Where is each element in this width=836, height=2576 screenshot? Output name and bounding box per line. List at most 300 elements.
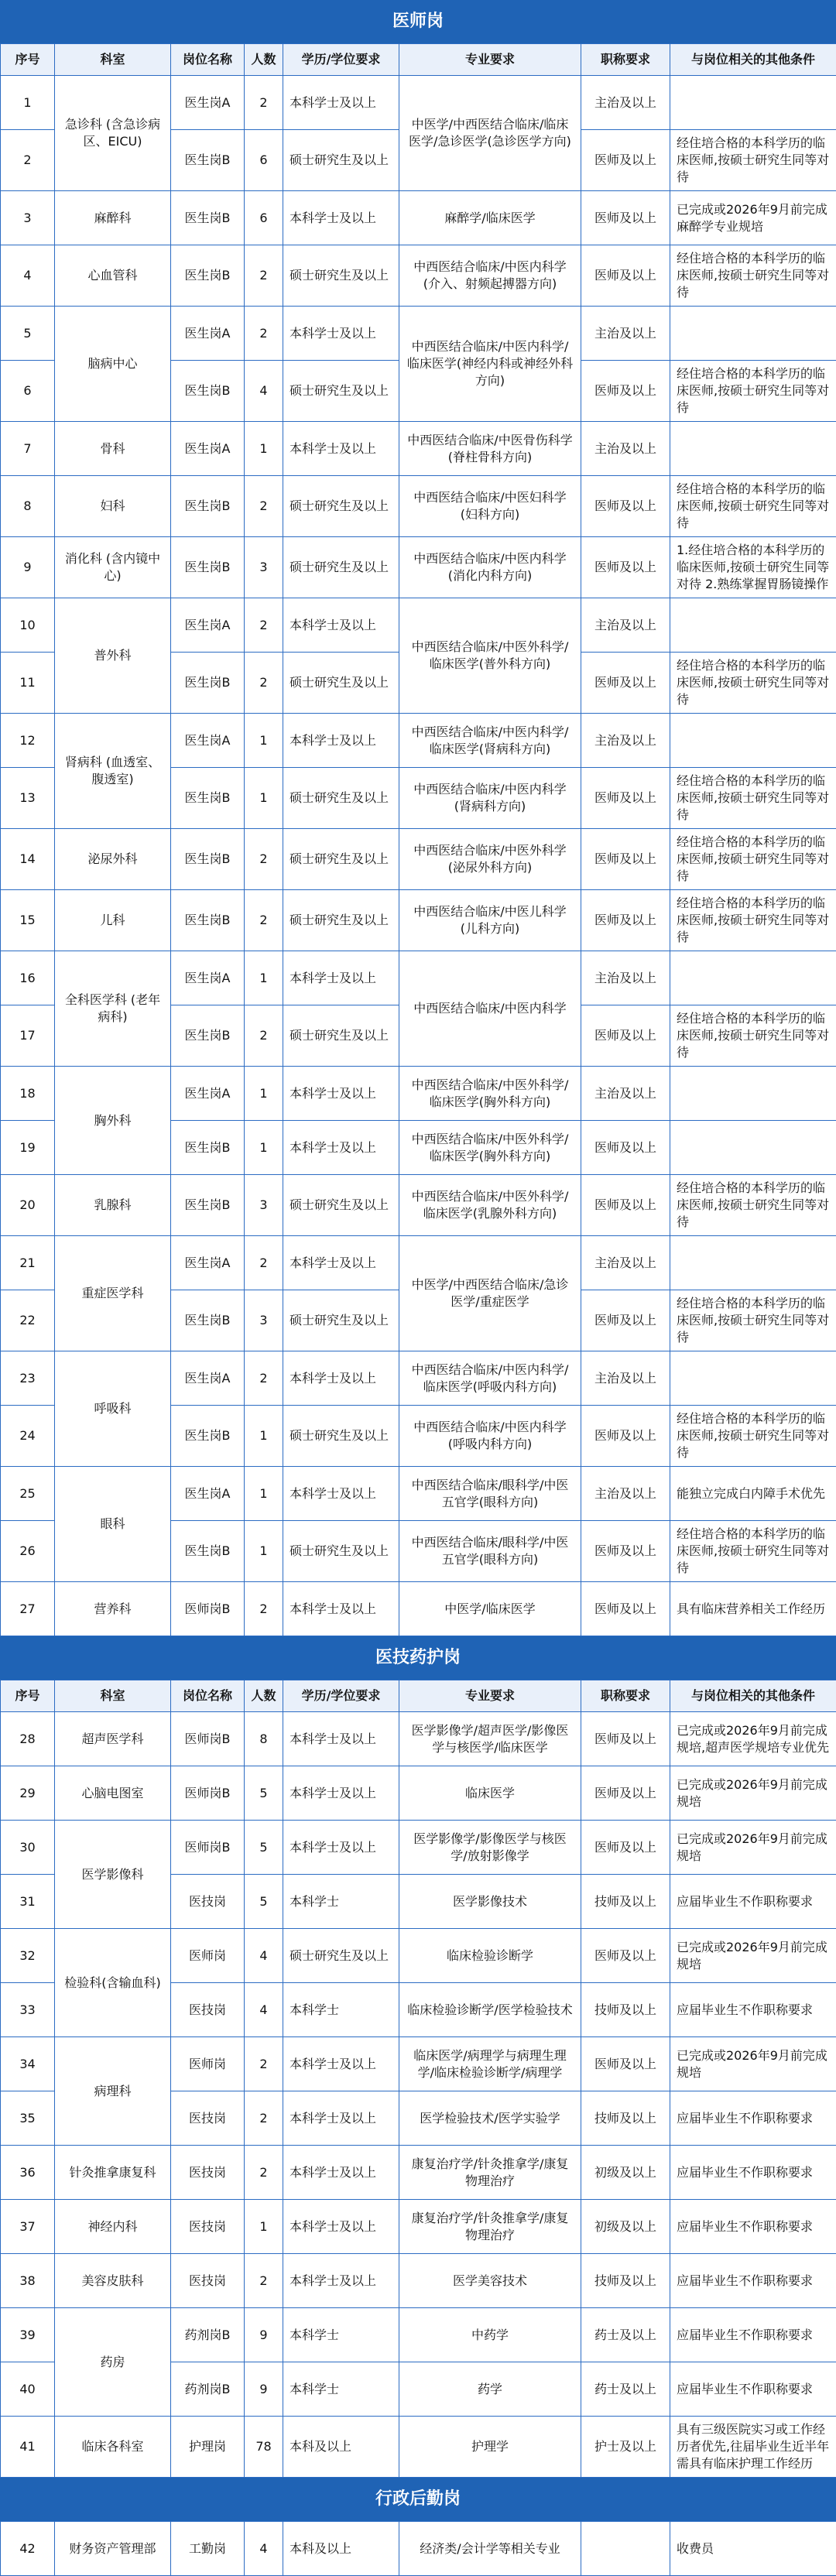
department: 骨科 <box>55 422 171 476</box>
department: 临床各科室 <box>55 2417 171 2478</box>
other-conditions <box>670 1067 836 1121</box>
education-requirement: 本科学士及以上 <box>283 422 399 476</box>
department: 妇科 <box>55 476 171 537</box>
other-conditions: 经住培合格的本科学历的临床医师,按硕士研究生同等对待 <box>670 1406 836 1467</box>
row-number: 28 <box>1 1712 55 1766</box>
position-name: 护理岗 <box>171 2417 245 2478</box>
other-conditions: 经住培合格的本科学历的临床医师,按硕士研究生同等对待 <box>670 1175 836 1236</box>
table-row <box>1 2308 836 2362</box>
major-requirement: 临床医学/病理学与病理生理学/临床检验诊断学/病理学 <box>399 2037 581 2091</box>
position-name: 工勤岗 <box>171 2522 245 2576</box>
other-conditions: 1.经住培合格的本科学历的临床医师,按硕士研究生同等对待 2.熟练掌握胃肠镜操作 <box>670 537 836 598</box>
headcount: 1 <box>245 422 283 476</box>
table-row <box>1 1766 836 1821</box>
position-name: 医生岗B <box>171 245 245 307</box>
column-header: 人数 <box>245 44 283 76</box>
position-name: 医生岗B <box>171 191 245 245</box>
title-requirement: 医师及以上 <box>581 1121 670 1175</box>
other-conditions: 经住培合格的本科学历的临床医师,按硕士研究生同等对待 <box>670 1290 836 1351</box>
title-requirement: 主治及以上 <box>581 422 670 476</box>
major-requirement: 医学美容技术 <box>399 2254 581 2308</box>
table-row <box>1 1236 836 1290</box>
department: 脑病中心 <box>55 307 171 422</box>
position-name: 医生岗B <box>171 1290 245 1351</box>
department: 呼吸科 <box>55 1351 171 1467</box>
major-requirement: 中西医结合临床/中医外科学/临床医学(胸外科方向) <box>399 1121 581 1175</box>
education-requirement: 硕士研究生及以上 <box>283 768 399 829</box>
position-name: 医生岗A <box>171 307 245 361</box>
other-conditions: 经住培合格的本科学历的临床医师,按硕士研究生同等对待 <box>670 829 836 890</box>
title-requirement: 技师及以上 <box>581 2091 670 2146</box>
row-number: 21 <box>1 1236 55 1290</box>
other-conditions: 应届毕业生不作职称要求 <box>670 2200 836 2254</box>
other-conditions: 应届毕业生不作职称要求 <box>670 2308 836 2362</box>
department: 心血管科 <box>55 245 171 307</box>
other-conditions <box>670 76 836 130</box>
education-requirement: 本科学士及以上 <box>283 1712 399 1766</box>
row-number: 41 <box>1 2417 55 2478</box>
other-conditions: 具有三级医院实习或工作经历者优先,往届毕业生近半年需具有临床护理工作经历 <box>670 2417 836 2478</box>
row-number: 11 <box>1 653 55 714</box>
other-conditions <box>670 714 836 768</box>
headcount: 3 <box>245 1175 283 1236</box>
title-requirement: 医师及以上 <box>581 653 670 714</box>
major-requirement: 临床检验诊断学 <box>399 1929 581 1983</box>
table-row <box>1 1351 836 1406</box>
table-row <box>1 714 836 768</box>
headcount: 2 <box>245 598 283 653</box>
title-requirement: 技师及以上 <box>581 1983 670 2037</box>
row-number: 14 <box>1 829 55 890</box>
title-requirement: 主治及以上 <box>581 1351 670 1406</box>
education-requirement: 本科学士及以上 <box>283 1766 399 1821</box>
column-header: 序号 <box>1 44 55 76</box>
title-requirement: 医师及以上 <box>581 1290 670 1351</box>
headcount: 1 <box>245 714 283 768</box>
education-requirement: 本科学士及以上 <box>283 1121 399 1175</box>
headcount: 6 <box>245 130 283 191</box>
position-name: 医师岗B <box>171 1821 245 1875</box>
position-name: 医师岗B <box>171 1712 245 1766</box>
education-requirement: 本科及以上 <box>283 2417 399 2478</box>
row-number: 40 <box>1 2362 55 2417</box>
table-row <box>1 476 836 537</box>
row-number: 19 <box>1 1121 55 1175</box>
major-requirement: 经济类/会计学等相关专业 <box>399 2522 581 2576</box>
education-requirement: 本科学士 <box>283 1875 399 1929</box>
other-conditions <box>670 1351 836 1406</box>
table-row <box>1 76 836 130</box>
major-requirement: 中西医结合临床/中医内科学 <box>399 951 581 1067</box>
headcount: 1 <box>245 1406 283 1467</box>
headcount: 9 <box>245 2362 283 2417</box>
major-requirement: 中西医结合临床/中医内科学(消化内科方向) <box>399 537 581 598</box>
title-requirement: 主治及以上 <box>581 1236 670 1290</box>
headcount: 2 <box>245 2037 283 2091</box>
row-number: 33 <box>1 1983 55 2037</box>
title-requirement: 药士及以上 <box>581 2362 670 2417</box>
position-name: 医师岗B <box>171 1582 245 1636</box>
other-conditions: 经住培合格的本科学历的临床医师,按硕士研究生同等对待 <box>670 476 836 537</box>
row-number: 22 <box>1 1290 55 1351</box>
position-name: 医生岗B <box>171 1521 245 1582</box>
education-requirement: 硕士研究生及以上 <box>283 361 399 422</box>
row-number: 20 <box>1 1175 55 1236</box>
other-conditions: 具有临床营养相关工作经历 <box>670 1582 836 1636</box>
title-requirement: 医师及以上 <box>581 1821 670 1875</box>
column-header: 与岗位相关的其他条件 <box>670 44 836 76</box>
major-requirement: 中西医结合临床/中医内科学/临床医学(呼吸内科方向) <box>399 1351 581 1406</box>
headcount: 2 <box>245 1236 283 1290</box>
position-name: 医师岗B <box>171 1766 245 1821</box>
department: 营养科 <box>55 1582 171 1636</box>
education-requirement: 本科学士及以上 <box>283 1351 399 1406</box>
table-row <box>1 191 836 245</box>
row-number: 10 <box>1 598 55 653</box>
major-requirement: 中西医结合临床/中医内科学(肾病科方向) <box>399 768 581 829</box>
title-requirement: 技师及以上 <box>581 1875 670 1929</box>
title-requirement: 主治及以上 <box>581 714 670 768</box>
position-name: 医生岗A <box>171 76 245 130</box>
row-number: 2 <box>1 130 55 191</box>
education-requirement: 硕士研究生及以上 <box>283 890 399 951</box>
other-conditions: 经住培合格的本科学历的临床医师,按硕士研究生同等对待 <box>670 245 836 307</box>
education-requirement: 本科学士及以上 <box>283 1067 399 1121</box>
row-number: 35 <box>1 2091 55 2146</box>
department: 药房 <box>55 2308 171 2417</box>
education-requirement: 本科学士及以上 <box>283 1582 399 1636</box>
major-requirement: 医学影像学/超声医学/影像医学与核医学/临床医学 <box>399 1712 581 1766</box>
row-number: 6 <box>1 361 55 422</box>
department: 普外科 <box>55 598 171 714</box>
row-number: 36 <box>1 2146 55 2200</box>
position-name: 医师岗 <box>171 1929 245 1983</box>
major-requirement: 中西医结合临床/中医外科学/临床医学(普外科方向) <box>399 598 581 714</box>
other-conditions <box>670 1121 836 1175</box>
position-name: 医生岗A <box>171 951 245 1005</box>
row-number: 18 <box>1 1067 55 1121</box>
headcount: 2 <box>245 476 283 537</box>
major-requirement: 中西医结合临床/眼科学/中医五官学(眼科方向) <box>399 1521 581 1582</box>
title-requirement: 医师及以上 <box>581 245 670 307</box>
other-conditions: 能独立完成白内障手术优先 <box>670 1467 836 1521</box>
row-number: 42 <box>1 2522 55 2576</box>
headcount: 78 <box>245 2417 283 2478</box>
recruitment-table <box>0 1680 836 2478</box>
education-requirement: 本科学士及以上 <box>283 2146 399 2200</box>
title-requirement: 医师及以上 <box>581 537 670 598</box>
position-name: 医生岗B <box>171 361 245 422</box>
major-requirement: 康复治疗学/针灸推拿学/康复物理治疗 <box>399 2200 581 2254</box>
table-row <box>1 245 836 307</box>
education-requirement: 本科学士及以上 <box>283 76 399 130</box>
major-requirement: 中西医结合临床/中医外科学(泌尿外科方向) <box>399 829 581 890</box>
headcount: 2 <box>245 1582 283 1636</box>
education-requirement: 本科学士及以上 <box>283 191 399 245</box>
table-row <box>1 1712 836 1766</box>
major-requirement: 中医学/临床医学 <box>399 1582 581 1636</box>
column-header: 岗位名称 <box>171 1680 245 1712</box>
other-conditions <box>670 1236 836 1290</box>
education-requirement: 本科学士及以上 <box>283 1236 399 1290</box>
column-header: 学历/学位要求 <box>283 44 399 76</box>
headcount: 3 <box>245 537 283 598</box>
education-requirement: 本科学士及以上 <box>283 1467 399 1521</box>
column-header: 专业要求 <box>399 44 581 76</box>
table-row <box>1 1821 836 1875</box>
section-title: 行政后勤岗 <box>0 2478 836 2521</box>
table-row <box>1 537 836 598</box>
column-header: 职称要求 <box>581 1680 670 1712</box>
title-requirement: 主治及以上 <box>581 1467 670 1521</box>
education-requirement: 本科及以上 <box>283 2522 399 2576</box>
column-header: 与岗位相关的其他条件 <box>670 1680 836 1712</box>
title-requirement: 主治及以上 <box>581 307 670 361</box>
department: 胸外科 <box>55 1067 171 1175</box>
other-conditions: 应届毕业生不作职称要求 <box>670 1983 836 2037</box>
other-conditions: 经住培合格的本科学历的临床医师,按硕士研究生同等对待 <box>670 1521 836 1582</box>
row-number: 13 <box>1 768 55 829</box>
row-number: 37 <box>1 2200 55 2254</box>
headcount: 1 <box>245 2200 283 2254</box>
row-number: 26 <box>1 1521 55 1582</box>
other-conditions <box>670 422 836 476</box>
department: 麻醉科 <box>55 191 171 245</box>
headcount: 5 <box>245 1875 283 1929</box>
title-requirement: 技师及以上 <box>581 2254 670 2308</box>
column-header: 岗位名称 <box>171 44 245 76</box>
position-name: 医技岗 <box>171 1875 245 1929</box>
title-requirement: 主治及以上 <box>581 951 670 1005</box>
table-row <box>1 1067 836 1121</box>
headcount: 2 <box>245 76 283 130</box>
title-requirement: 药士及以上 <box>581 2308 670 2362</box>
other-conditions: 经住培合格的本科学历的临床医师,按硕士研究生同等对待 <box>670 1005 836 1067</box>
title-requirement: 主治及以上 <box>581 1067 670 1121</box>
education-requirement: 硕士研究生及以上 <box>283 829 399 890</box>
table-row <box>1 890 836 951</box>
row-number: 15 <box>1 890 55 951</box>
major-requirement: 中西医结合临床/中医骨伤科学(脊柱骨科方向) <box>399 422 581 476</box>
headcount: 1 <box>245 1521 283 1582</box>
position-name: 医生岗B <box>171 1175 245 1236</box>
title-requirement: 医师及以上 <box>581 1929 670 1983</box>
department: 肾病科 (血透室、腹透室) <box>55 714 171 829</box>
major-requirement: 中西医结合临床/眼科学/中医五官学(眼科方向) <box>399 1467 581 1521</box>
table-row <box>1 829 836 890</box>
other-conditions: 经住培合格的本科学历的临床医师,按硕士研究生同等对待 <box>670 130 836 191</box>
title-requirement: 医师及以上 <box>581 1582 670 1636</box>
department: 检验科(含输血科) <box>55 1929 171 2037</box>
other-conditions: 已完成或2026年9月前完成规培 <box>670 1821 836 1875</box>
row-number: 34 <box>1 2037 55 2091</box>
row-number: 38 <box>1 2254 55 2308</box>
other-conditions: 经住培合格的本科学历的临床医师,按硕士研究生同等对待 <box>670 768 836 829</box>
position-name: 医生岗B <box>171 476 245 537</box>
education-requirement: 硕士研究生及以上 <box>283 1290 399 1351</box>
table-row <box>1 307 836 361</box>
row-number: 9 <box>1 537 55 598</box>
title-requirement: 主治及以上 <box>581 598 670 653</box>
headcount: 2 <box>245 245 283 307</box>
position-name: 药剂岗B <box>171 2362 245 2417</box>
department: 财务资产管理部 <box>55 2522 171 2576</box>
position-name: 医技岗 <box>171 2146 245 2200</box>
department: 全科医学科 (老年病科) <box>55 951 171 1067</box>
table-row <box>1 2037 836 2091</box>
major-requirement: 中西医结合临床/中医内科学/临床医学(肾病科方向) <box>399 714 581 768</box>
position-name: 医生岗B <box>171 1406 245 1467</box>
position-name: 医技岗 <box>171 2091 245 2146</box>
education-requirement: 本科学士及以上 <box>283 307 399 361</box>
headcount: 2 <box>245 829 283 890</box>
other-conditions <box>670 598 836 653</box>
other-conditions: 已完成或2026年9月前完成规培 <box>670 1766 836 1821</box>
department: 针灸推拿康复科 <box>55 2146 171 2200</box>
major-requirement: 临床医学 <box>399 1766 581 1821</box>
position-name: 医生岗A <box>171 598 245 653</box>
education-requirement: 本科学士及以上 <box>283 2200 399 2254</box>
position-name: 医生岗A <box>171 714 245 768</box>
other-conditions <box>670 951 836 1005</box>
position-name: 医生岗A <box>171 1351 245 1406</box>
education-requirement: 本科学士及以上 <box>283 598 399 653</box>
table-row <box>1 2254 836 2308</box>
row-number: 4 <box>1 245 55 307</box>
column-header: 职称要求 <box>581 44 670 76</box>
title-requirement: 医师及以上 <box>581 1175 670 1236</box>
department: 病理科 <box>55 2037 171 2146</box>
position-name: 医生岗A <box>171 422 245 476</box>
department: 儿科 <box>55 890 171 951</box>
table-row <box>1 2417 836 2478</box>
position-name: 医生岗B <box>171 1121 245 1175</box>
table-row <box>1 1582 836 1636</box>
education-requirement: 硕士研究生及以上 <box>283 130 399 191</box>
education-requirement: 硕士研究生及以上 <box>283 245 399 307</box>
row-number: 24 <box>1 1406 55 1467</box>
education-requirement: 硕士研究生及以上 <box>283 1005 399 1067</box>
row-number: 30 <box>1 1821 55 1875</box>
headcount: 2 <box>245 307 283 361</box>
table-row <box>1 2522 836 2576</box>
major-requirement: 药学 <box>399 2362 581 2417</box>
title-requirement: 医师及以上 <box>581 829 670 890</box>
position-name: 医技岗 <box>171 2254 245 2308</box>
table-row <box>1 598 836 653</box>
major-requirement: 临床检验诊断学/医学检验技术 <box>399 1983 581 2037</box>
column-header: 科室 <box>55 44 171 76</box>
education-requirement: 本科学士及以上 <box>283 951 399 1005</box>
title-requirement: 初级及以上 <box>581 2200 670 2254</box>
major-requirement: 护理学 <box>399 2417 581 2478</box>
headcount: 4 <box>245 1929 283 1983</box>
education-requirement: 硕士研究生及以上 <box>283 476 399 537</box>
education-requirement: 硕士研究生及以上 <box>283 1406 399 1467</box>
education-requirement: 硕士研究生及以上 <box>283 653 399 714</box>
other-conditions <box>670 307 836 361</box>
major-requirement: 医学检验技术/医学实验学 <box>399 2091 581 2146</box>
other-conditions: 收费员 <box>670 2522 836 2576</box>
headcount: 8 <box>245 1712 283 1766</box>
major-requirement: 麻醉学/临床医学 <box>399 191 581 245</box>
department: 医学影像科 <box>55 1821 171 1929</box>
column-header: 科室 <box>55 1680 171 1712</box>
education-requirement: 本科学士及以上 <box>283 2037 399 2091</box>
position-name: 医生岗B <box>171 130 245 191</box>
position-name: 药剂岗B <box>171 2308 245 2362</box>
major-requirement: 中西医结合临床/中医外科学/临床医学(乳腺外科方向) <box>399 1175 581 1236</box>
department: 心脑电图室 <box>55 1766 171 1821</box>
row-number: 1 <box>1 76 55 130</box>
education-requirement: 本科学士 <box>283 2362 399 2417</box>
department: 消化科 (含内镜中心) <box>55 537 171 598</box>
position-name: 医生岗A <box>171 1236 245 1290</box>
position-name: 医生岗B <box>171 537 245 598</box>
education-requirement: 本科学士及以上 <box>283 2091 399 2146</box>
education-requirement: 本科学士 <box>283 1983 399 2037</box>
column-header: 序号 <box>1 1680 55 1712</box>
other-conditions: 已完成或2026年9月前完成麻醉学专业规培 <box>670 191 836 245</box>
title-requirement: 护士及以上 <box>581 2417 670 2478</box>
other-conditions: 应届毕业生不作职称要求 <box>670 2362 836 2417</box>
headcount: 2 <box>245 1351 283 1406</box>
column-header: 学历/学位要求 <box>283 1680 399 1712</box>
header-row <box>1 44 836 76</box>
major-requirement: 医学影像技术 <box>399 1875 581 1929</box>
headcount: 9 <box>245 2308 283 2362</box>
headcount: 5 <box>245 1766 283 1821</box>
other-conditions: 已完成或2026年9月前完成规培 <box>670 1929 836 1983</box>
row-number: 27 <box>1 1582 55 1636</box>
row-number: 29 <box>1 1766 55 1821</box>
row-number: 25 <box>1 1467 55 1521</box>
row-number: 39 <box>1 2308 55 2362</box>
position-name: 医生岗B <box>171 1005 245 1067</box>
department: 美容皮肤科 <box>55 2254 171 2308</box>
row-number: 8 <box>1 476 55 537</box>
position-name: 医生岗A <box>171 1067 245 1121</box>
headcount: 4 <box>245 1983 283 2037</box>
department: 眼科 <box>55 1467 171 1582</box>
position-name: 医生岗B <box>171 890 245 951</box>
row-number: 31 <box>1 1875 55 1929</box>
row-number: 5 <box>1 307 55 361</box>
headcount: 1 <box>245 951 283 1005</box>
other-conditions: 应届毕业生不作职称要求 <box>670 2091 836 2146</box>
major-requirement: 中医学/中西医结合临床/临床医学/急诊医学(急诊医学方向) <box>399 76 581 191</box>
other-conditions: 经住培合格的本科学历的临床医师,按硕士研究生同等对待 <box>670 361 836 422</box>
major-requirement: 中西医结合临床/中医外科学/临床医学(胸外科方向) <box>399 1067 581 1121</box>
position-name: 医技岗 <box>171 2200 245 2254</box>
title-requirement: 医师及以上 <box>581 890 670 951</box>
headcount: 2 <box>245 890 283 951</box>
recruitment-table <box>0 43 836 1636</box>
row-number: 23 <box>1 1351 55 1406</box>
row-number: 32 <box>1 1929 55 1983</box>
major-requirement: 中药学 <box>399 2308 581 2362</box>
education-requirement: 硕士研究生及以上 <box>283 1929 399 1983</box>
department: 神经内科 <box>55 2200 171 2254</box>
major-requirement: 中西医结合临床/中医儿科学(儿科方向) <box>399 890 581 951</box>
row-number: 3 <box>1 191 55 245</box>
title-requirement: 医师及以上 <box>581 191 670 245</box>
table-row <box>1 2200 836 2254</box>
row-number: 12 <box>1 714 55 768</box>
table-row <box>1 951 836 1005</box>
title-requirement: 主治及以上 <box>581 76 670 130</box>
headcount: 6 <box>245 191 283 245</box>
